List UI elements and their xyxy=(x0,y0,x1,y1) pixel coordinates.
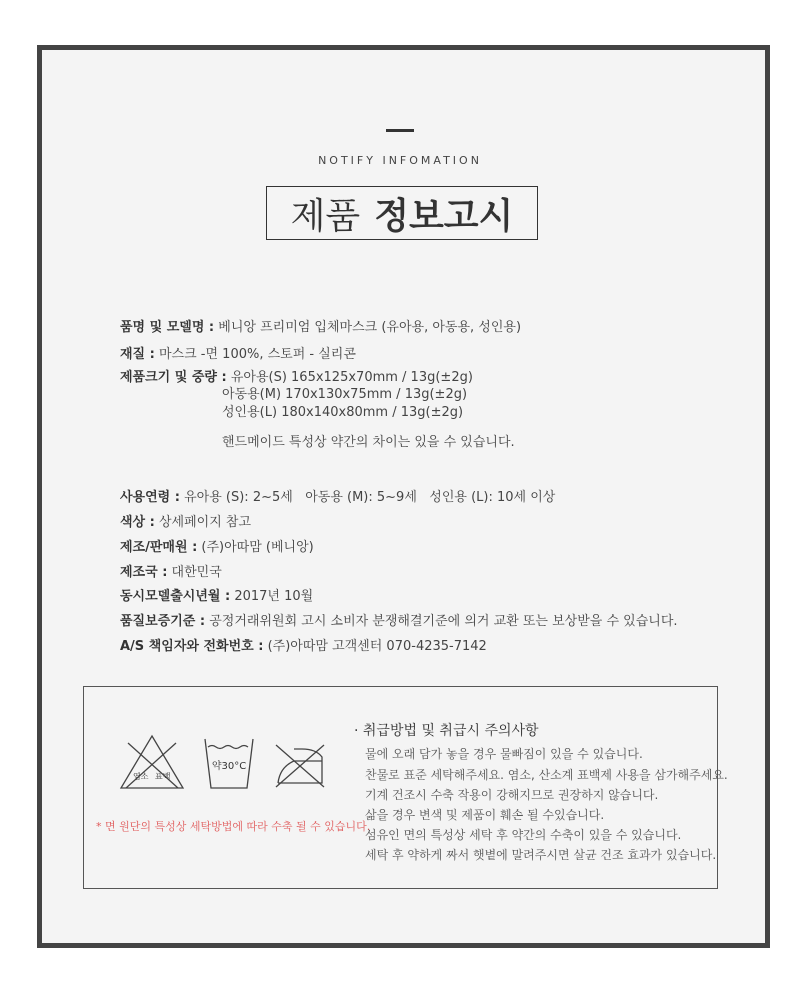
wash-30-icon xyxy=(203,735,255,791)
info-size-line1: 유아용(S) 165x125x70mm / 13g(±2g) xyxy=(230,370,473,385)
info-material xyxy=(120,343,356,362)
title-dash xyxy=(386,129,414,132)
info-color-value: 상세페이지 참고 xyxy=(158,515,252,530)
info-age-label: 사용연령 : xyxy=(120,490,180,505)
bleach-label-right: 표백 xyxy=(155,772,171,781)
title-light: 제품 xyxy=(290,195,361,237)
info-warranty-value: 공정거래위원회 고시 소비자 분쟁해결기준에 의거 교환 또는 보상받을 수 있습니다. xyxy=(209,614,678,629)
info-material-label: 재질 : xyxy=(120,347,155,362)
wash-label: 약30°C xyxy=(211,761,247,772)
info-release-label: 동시모델출시년월 : xyxy=(120,589,231,604)
info-color xyxy=(120,511,251,530)
info-size-label: 제품크기 및 중량 : xyxy=(120,370,227,385)
info-warranty-label: 품질보증기준 : xyxy=(120,614,206,629)
info-name-label: 품명 및 모델명 : xyxy=(120,320,215,335)
no-bleach-icon xyxy=(118,733,186,791)
care-line: 물에 오래 담가 놓을 경우 물빠짐이 있을 수 있습니다. xyxy=(365,747,643,761)
info-name xyxy=(120,316,521,335)
info-maker-label: 제조/판매원 : xyxy=(120,540,198,555)
info-name-value: 베니앙 프리미엄 입체마스크 (유아용, 아동용, 성인용) xyxy=(218,320,522,335)
bleach-label-left: 염소 xyxy=(133,772,149,781)
care-line: 섬유인 면의 특성상 세탁 후 약간의 수축이 있을 수 있습니다. xyxy=(365,828,682,842)
info-maker xyxy=(120,536,314,555)
info-country-value: 대한민국 xyxy=(171,565,222,580)
info-maker-value: (주)아따맘 (베니앙) xyxy=(201,540,314,555)
care-line: 세탁 후 약하게 짜서 햇볕에 말려주시면 살균 건조 효과가 있습니다. xyxy=(365,848,717,862)
info-country xyxy=(120,561,222,580)
care-line: 삶을 경우 변색 및 제품이 훼손 될 수있습니다. xyxy=(365,808,605,822)
info-country-label: 제조국 : xyxy=(120,565,168,580)
page-subtitle: NOTIFY INFOMATION xyxy=(318,154,482,167)
info-warranty xyxy=(120,610,678,629)
info-size-note: 핸드메이드 특성상 약간의 차이는 있을 수 있습니다. xyxy=(222,435,515,450)
no-iron-icon xyxy=(272,743,328,789)
care-line: 기계 건조시 수축 작용이 강해지므로 권장하지 않습니다. xyxy=(365,788,659,802)
info-release xyxy=(120,585,313,604)
info-age-value: 유아용 (S): 2~5세 아동용 (M): 5~9세 성인용 (L): 10세 이상 xyxy=(184,490,556,505)
info-release-value: 2017년 10월 xyxy=(234,589,314,604)
info-color-label: 색상 : xyxy=(120,515,155,530)
info-as-value: (주)아따맘 고객센터 070-4235-7142 xyxy=(267,639,487,654)
info-as-label: A/S 책임자와 전화번호 : xyxy=(120,639,264,654)
care-title: · 취급방법 및 취급시 주의사항 xyxy=(354,723,539,739)
title-bold: 정보고시 xyxy=(374,195,514,237)
info-as xyxy=(120,635,487,654)
page-title xyxy=(266,186,538,240)
care-line: 찬물로 표준 세탁해주세요. 염소, 산소계 표백제 사용을 삼가해주세요. xyxy=(365,768,728,782)
info-material-value: 마스크 -면 100%, 스토퍼 - 실리콘 xyxy=(158,347,356,362)
info-size-line2: 아동용(M) 170x130x75mm / 13g(±2g) xyxy=(222,387,468,402)
care-note: * 면 원단의 특성상 세탁방법에 따라 수축 될 수 있습니다. xyxy=(96,820,371,833)
info-size-line3: 성인용(L) 180x140x80mm / 13g(±2g) xyxy=(222,405,464,420)
info-age xyxy=(120,486,555,505)
